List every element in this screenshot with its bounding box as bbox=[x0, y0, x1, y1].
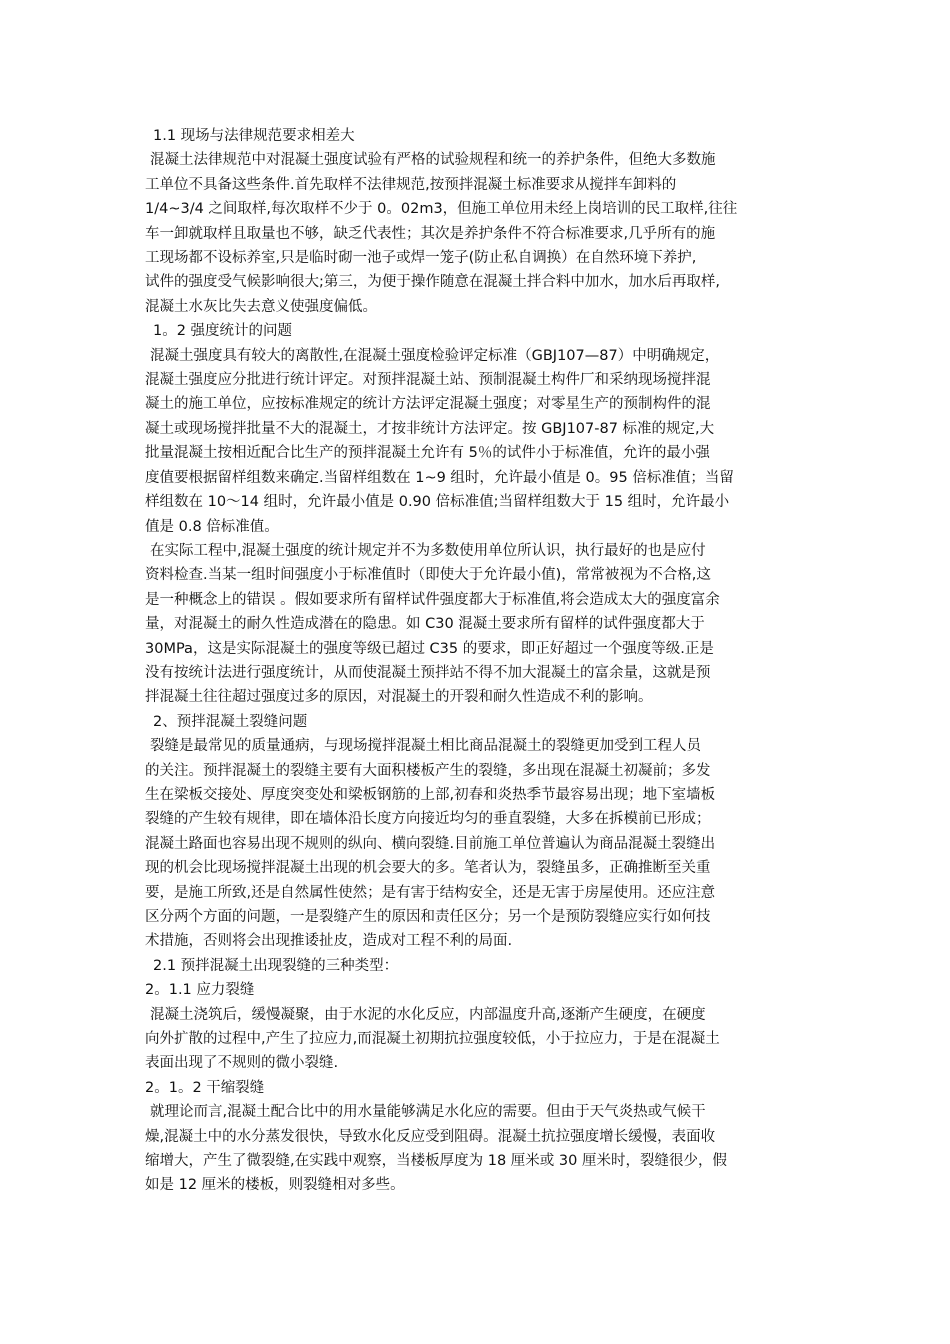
text-line: 车一卸就取样且取量也不够，缺乏代表性；其次是养护条件不符合标准要求,几乎所有的施 bbox=[145, 225, 716, 242]
text-line: 工现场都不设标养室,只是临时砌一池子或焊一笼子(防止私自调换）在自然环境下养护, bbox=[145, 250, 697, 267]
text-line: 试件的强度受气候影响很大;第三，为便于操作随意在混凝土拌合料中加水，加水后再取样, bbox=[145, 274, 720, 291]
text-line: 没有按统计法进行强度统计，从而使混凝土预拌站不得不加大混凝土的富余量，这就是预 bbox=[145, 664, 711, 681]
section-heading: 1。2 强度统计的问题 bbox=[153, 323, 293, 340]
paragraph-first-line: 在实际工程中,混凝土强度的统计规定并不为多数使用单位所认识，执行最好的也是应付 bbox=[150, 542, 706, 559]
text-line: 缩增大，产生了微裂缝,在实践中观察，当楼板厚度为 18 厘米或 30 厘米时，裂缝很少，假 bbox=[145, 1153, 727, 1170]
section-heading: 2、预拌混凝土裂缝问题 bbox=[153, 713, 308, 730]
paragraph-first-line: 就理论而言,混凝土配合比中的用水量能够满足水化应的需要。但由于天气炎热或气候干 bbox=[150, 1104, 706, 1121]
text-line: 术措施，否则将会出现推诿扯皮，造成对工程不利的局面. bbox=[145, 933, 513, 950]
text-line: 工单位不具备这些条件.首先取样不法律规范,按预拌混凝土标准要求从搅拌车卸料的 bbox=[145, 176, 677, 193]
text-line: 值是 0.8 倍标准值。 bbox=[145, 518, 279, 535]
text-line: 凝土的施工单位，应按标准规定的统计方法评定混凝土强度；对零星生产的预制构件的混 bbox=[145, 396, 711, 413]
text-line: 向外扩散的过程中,产生了拉应力,而混凝土初期抗拉强度较低，小于拉应力，于是在混凝土 bbox=[145, 1031, 720, 1048]
text-line: 量，对混凝土的耐久性造成潜在的隐患。如 C30 混凝土要求所有留样的试件强度都大于 bbox=[145, 616, 705, 633]
paragraph-first-line: 裂缝是最常见的质量通病，与现场搅拌混凝土相比商品混凝土的裂缝更加受到工程人员 bbox=[150, 738, 701, 755]
text-line: 要，是施工所致,还是自然属性使然；是有害于结构安全，还是无害于房屋使用。还应注意 bbox=[145, 884, 716, 901]
text-line: 混凝土路面也容易出现不规则的纵向、横向裂缝.目前施工单位普遍认为商品混凝土裂缝出 bbox=[145, 835, 716, 852]
section-heading: 2.1 预拌混凝土出现裂缝的三种类型： bbox=[153, 957, 399, 974]
subsection-heading: 2。1。2 干缩裂缝 bbox=[145, 1079, 265, 1096]
text-line: 燥,混凝土中的水分蒸发很快，导致水化反应受到阻碍。混凝土抗拉强度增长缓慢，表面收 bbox=[145, 1128, 716, 1145]
text-line: 区分两个方面的问题，一是裂缝产生的原因和责任区分；另一个是预防裂缝应实行如何技 bbox=[145, 909, 711, 925]
text-line: 如是 12 厘米的楼板，则裂缝相对多些。 bbox=[145, 1177, 405, 1194]
text-line: 生在梁板交接处、厚度突变处和梁板钢筋的上部,初春和炎热季节最容易出现；地下室墙板 bbox=[145, 786, 716, 803]
paragraph-first-line: 混凝土浇筑后，缓慢凝聚，由于水泥的水化反应，内部温度升高,逐渐产生硬度，在硬度 bbox=[150, 1006, 706, 1023]
text-line: 拌混凝土往往超过强度过多的原因，对混凝土的开裂和耐久性造成不利的影响。 bbox=[145, 689, 653, 706]
text-line: 1/4~3/4 之间取样,每次取样不少于 0。02m3，但施工单位用未经上岗培训的民工取样,往往 bbox=[145, 201, 738, 218]
text-line: 现的机会比现场搅拌混凝土出现的机会要大的多。笔者认为，裂缝虽多，正确推断至关重 bbox=[145, 860, 711, 877]
paragraph-first-line: 混凝土强度具有较大的离散性,在混凝土强度检验评定标准（GBJ107—87）中明确规定， bbox=[150, 347, 720, 364]
text-line: 裂缝的产生较有规律，即在墙体沿长度方向接近均匀的垂直裂缝，大多在拆模前已形成； bbox=[145, 811, 711, 828]
text-line: 度值要根据留样组数来确定.当留样组数在 1~9 组时，允许最小值是 0。95 倍标准值；当留 bbox=[145, 469, 734, 486]
text-line: 混凝土强度应分批进行统计评定。对预拌混凝土站、预制混凝土构件厂和采纳现场搅拌混 bbox=[145, 372, 711, 389]
paragraph-first-line: 混凝土法律规范中对混凝土强度试验有严格的试验规程和统一的养护条件，但绝大多数施 bbox=[150, 152, 716, 169]
text-line: 批量混凝土按相近配合比生产的预拌混凝土允许有 5％的试件小于标准值，允许的最小强 bbox=[145, 445, 710, 462]
text-line: 样组数在 10～14 组时，允许最小值是 0.90 倍标准值;当留样组数大于 15 组时，允许最小 bbox=[145, 494, 730, 511]
text-line: 的关注。预拌混凝土的裂缝主要有大面积楼板产生的裂缝，多出现在混凝土初凝前；多发 bbox=[145, 762, 711, 779]
subsection-heading: 2。1.1 应力裂缝 bbox=[145, 982, 255, 999]
text-line: 表面出现了不规则的微小裂缝. bbox=[145, 1055, 339, 1072]
text-line: 是一种概念上的错误 。假如要求所有留样试件强度都大于标准值,将会造成太大的强度富余 bbox=[145, 591, 720, 608]
text-line: 30MPa，这是实际混凝土的强度等级已超过 C35 的要求，即正好超过一个强度等级.正是 bbox=[145, 640, 714, 657]
section-heading: 1.1 现场与法律规范要求相差大 bbox=[153, 128, 355, 144]
text-line: 资料检查.当某一组时间强度小于标准值时（即使大于允许最小值)，常常被视为不合格,这 bbox=[145, 567, 711, 584]
text-line: 混凝土水灰比失去意义使强度偏低。 bbox=[145, 298, 377, 315]
text-line: 凝土或现场搅拌批量不大的混凝土，才按非统计方法评定。按 GBJ107-87 标准的规定,大 bbox=[145, 420, 715, 437]
document-body bbox=[145, 124, 810, 1198]
